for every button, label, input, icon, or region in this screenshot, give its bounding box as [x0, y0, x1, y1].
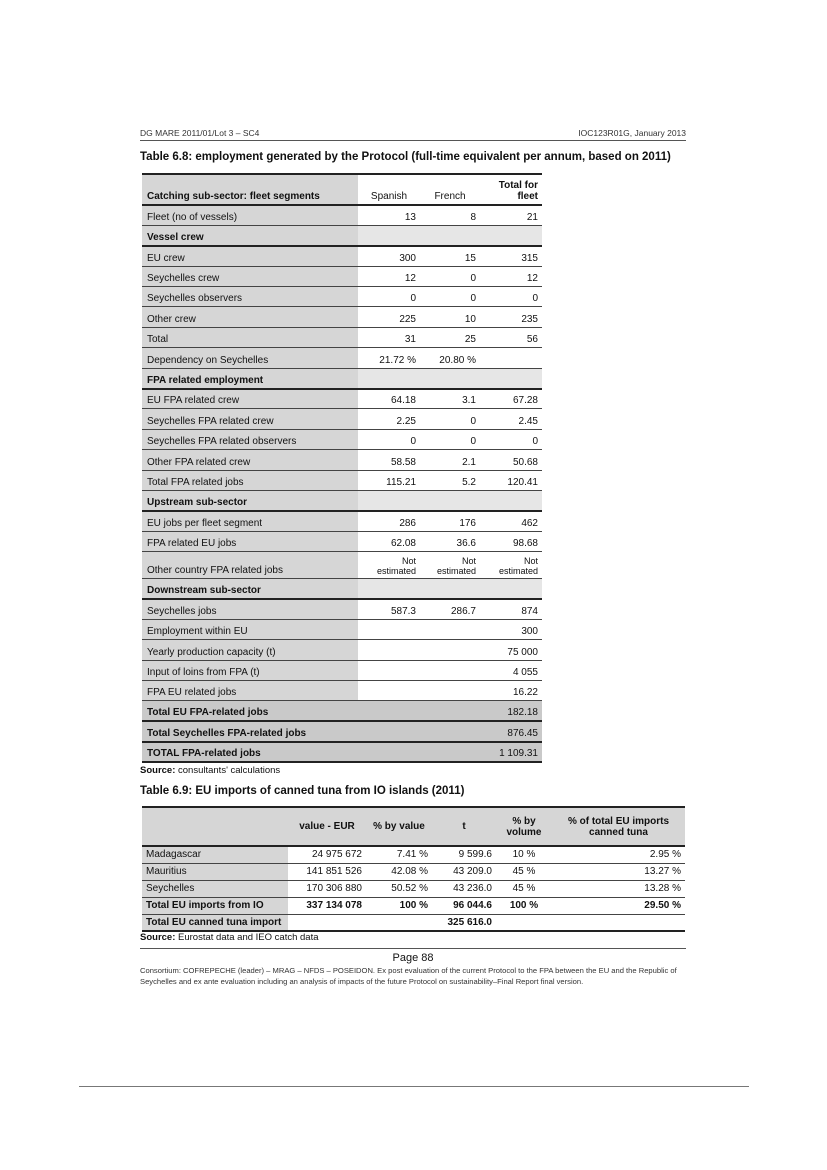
cell-french: 176: [420, 511, 480, 531]
table-row: [142, 552, 542, 579]
cell-spanish: 0: [358, 429, 420, 449]
cell-pct-value: 100 %: [366, 897, 432, 914]
table-row: [142, 389, 542, 409]
page-number: Page 88: [392, 952, 434, 964]
cell-spanish: 13: [358, 205, 420, 225]
cell-french: 8: [420, 205, 480, 225]
table-row: [142, 880, 685, 897]
cell-total: 75 000: [480, 640, 542, 660]
cell-total: 462: [480, 511, 542, 531]
table-row: [142, 327, 542, 347]
row-label: Seychelles FPA related crew: [142, 409, 358, 429]
cell-french: 0: [420, 266, 480, 286]
cell-total: 98.68: [480, 531, 542, 551]
section-heading-row: [142, 225, 542, 245]
table-row: [142, 348, 542, 368]
cell-spanish: 58.58: [358, 450, 420, 470]
section-heading-row: [142, 368, 542, 388]
cell-spanish: 62.08: [358, 531, 420, 551]
total-filler: [358, 742, 480, 762]
section-filler: [358, 368, 542, 388]
section-filler: [358, 579, 542, 599]
row-label: Seychelles FPA related observers: [142, 429, 358, 449]
cell-value: 337 134 078: [288, 897, 366, 914]
cell-french: 20.80 %: [420, 348, 480, 368]
cell-french: 36.6: [420, 531, 480, 551]
table-row: [142, 511, 542, 531]
header-segment: Catching sub-sector: fleet segments: [142, 174, 358, 205]
cell-tonnes: 96 044.6: [432, 897, 496, 914]
total-filler: [358, 701, 480, 721]
row-label: Yearly production capacity (t): [142, 640, 358, 660]
table-row: [142, 470, 542, 490]
cell-spanish: 64.18: [358, 389, 420, 409]
cell-spanish: 31: [358, 327, 420, 347]
cell-empty: [552, 914, 685, 931]
header-pct-total: % of total EU imports canned tuna: [552, 807, 685, 846]
row-label: EU FPA related crew: [142, 389, 358, 409]
cell-empty: [288, 914, 366, 931]
table-row: [142, 863, 685, 880]
header-french: French: [420, 174, 480, 205]
table-row: [142, 266, 542, 286]
cell-pct-volume: 10 %: [496, 846, 552, 863]
table-row: [142, 846, 685, 863]
footer-text: Consortium: COFREPECHE (leader) – MRAG – NFDS – POSEIDON. Ex post evaluation of the current Protocol to the FPA between the EU and the Republic of Seychelles and ex ante evaluation including an analysis of impacts of the future Protocol on sustainability–Final Report final version.: [140, 966, 677, 986]
cell-total: 315: [480, 246, 542, 266]
cell-total: 2.45: [480, 409, 542, 429]
row-label: Madagascar: [142, 846, 288, 863]
cell-pct-value: 42.08 %: [366, 863, 432, 880]
row-label: Fleet (no of vessels): [142, 205, 358, 225]
section-heading: Downstream sub-sector: [142, 579, 358, 599]
total-row: [142, 742, 542, 762]
row-label: Seychelles jobs: [142, 599, 358, 619]
table-6-8-title: Table 6.8: employment generated by the Protocol (full-time equivalent per annum, based on 2011): [140, 151, 671, 163]
cell-tonnes: 43 209.0: [432, 863, 496, 880]
cell-empty: [366, 914, 432, 931]
header-total: [480, 174, 542, 205]
table-row: [142, 640, 542, 660]
cell-french: 15: [420, 246, 480, 266]
header-pct-value: % by value: [366, 807, 432, 846]
total-label: Total Seychelles FPA-related jobs: [142, 721, 358, 741]
cell-pct-value: 50.52 %: [366, 880, 432, 897]
source-label: Source:: [140, 765, 176, 776]
cell-french: 0: [420, 287, 480, 307]
cell-total: 67.28: [480, 389, 542, 409]
page-bottom-divider: [79, 1086, 749, 1087]
cell-total: 0: [480, 429, 542, 449]
table-row: [142, 205, 542, 225]
table-row: [142, 531, 542, 551]
cell-pct-value: 7.41 %: [366, 846, 432, 863]
row-label: Total FPA related jobs: [142, 470, 358, 490]
page-header: [140, 127, 686, 141]
imports-table: [142, 806, 685, 932]
cell-total: 874: [480, 599, 542, 619]
cell-french: 5.2: [420, 470, 480, 490]
row-label: EU crew: [142, 246, 358, 266]
cell-total: 0: [480, 287, 542, 307]
cell-pct-volume: 45 %: [496, 880, 552, 897]
total-row: [142, 701, 542, 721]
row-label: Dependency on Seychelles: [142, 348, 358, 368]
row-label: Seychelles: [142, 880, 288, 897]
table-header-row: [142, 807, 685, 846]
cell-total: Not estimated: [498, 556, 538, 577]
total-label: TOTAL FPA-related jobs: [142, 742, 358, 762]
cell-french: Not estimated: [436, 556, 476, 577]
employment-table: [142, 173, 542, 763]
total-value: 1 109.31: [480, 742, 542, 762]
cell-total: 300: [480, 619, 542, 639]
section-filler: [358, 225, 542, 245]
cell-total: [480, 348, 542, 368]
cell-french: 3.1: [420, 389, 480, 409]
section-heading-row: [142, 490, 542, 510]
cell-pct-total: 2.95 %: [552, 846, 685, 863]
header-right: IOC123R01G, January 2013: [578, 128, 686, 138]
table-row: [142, 681, 542, 701]
cell-pct-total: 29.50 %: [552, 897, 685, 914]
cell-empty: [358, 660, 480, 680]
cell-french: 0: [420, 409, 480, 429]
table-row: [142, 307, 542, 327]
cell-spanish: Not estimated: [376, 556, 416, 577]
cell-tonnes: 325 616.0: [432, 914, 496, 931]
cell-total: 16.22: [480, 681, 542, 701]
source-text: Eurostat data and IEO catch data: [175, 932, 319, 943]
table-6-8-source: [140, 765, 280, 776]
cell-pct-total: 13.28 %: [552, 880, 685, 897]
header-country: [142, 807, 288, 846]
row-label: Input of loins from FPA (t): [142, 660, 358, 680]
header-left: DG MARE 2011/01/Lot 3 – SC4: [140, 128, 260, 138]
section-filler: [358, 490, 542, 510]
header-value-eur: value - EUR: [288, 807, 366, 846]
cell-tonnes: 9 599.6: [432, 846, 496, 863]
row-label: FPA related EU jobs: [142, 531, 358, 551]
table-row: [142, 409, 542, 429]
row-label: Other crew: [142, 307, 358, 327]
table-row: [142, 599, 542, 619]
cell-spanish: 12: [358, 266, 420, 286]
cell-french: 0: [420, 429, 480, 449]
row-label: Mauritius: [142, 863, 288, 880]
cell-french: 2.1: [420, 450, 480, 470]
header-spanish: Spanish: [358, 174, 420, 205]
header-tonnes: t: [432, 807, 496, 846]
row-label: Other FPA related crew: [142, 450, 358, 470]
row-label: Total EU imports from IO: [142, 897, 288, 914]
section-heading: FPA related employment: [142, 368, 358, 388]
source-text: consultants' calculations: [175, 765, 281, 776]
cell-value: 170 306 880: [288, 880, 366, 897]
header-pct-volume: % by volume: [496, 807, 552, 846]
cell-french: 10: [420, 307, 480, 327]
cell-tonnes: 43 236.0: [432, 880, 496, 897]
table-row: [142, 619, 542, 639]
row-label: EU jobs per fleet segment: [142, 511, 358, 531]
row-label: Seychelles crew: [142, 266, 358, 286]
cell-spanish: 300: [358, 246, 420, 266]
cell-pct-total: 13.27 %: [552, 863, 685, 880]
table-row: [142, 246, 542, 266]
row-label: Total EU canned tuna import: [142, 914, 288, 931]
cell-french: 286.7: [420, 599, 480, 619]
cell-empty: [496, 914, 552, 931]
cell-total: 21: [480, 205, 542, 225]
cell-value: 141 851 526: [288, 863, 366, 880]
cell-pct-volume: 45 %: [496, 863, 552, 880]
cell-empty: [358, 681, 480, 701]
total-row: [142, 914, 685, 931]
cell-spanish: 115.21: [358, 470, 420, 490]
cell-total: 120.41: [480, 470, 542, 490]
section-heading: Upstream sub-sector: [142, 490, 358, 510]
cell-french: 25: [420, 327, 480, 347]
table-row: [142, 660, 542, 680]
table-row: [142, 287, 542, 307]
source-label: Source:: [140, 932, 176, 943]
cell-spanish: 587.3: [358, 599, 420, 619]
table-6-9-title: Table 6.9: EU imports of canned tuna from IO islands (2011): [140, 785, 465, 797]
total-value: 182.18: [480, 701, 542, 721]
row-label: Other country FPA related jobs: [142, 552, 358, 579]
total-row: [142, 721, 542, 741]
section-heading: Vessel crew: [142, 225, 358, 245]
cell-total: 12: [480, 266, 542, 286]
row-label: Employment within EU: [142, 619, 358, 639]
table-header-row: [142, 174, 542, 205]
cell-total: 50.68: [480, 450, 542, 470]
cell-value: 24 975 672: [288, 846, 366, 863]
table-6-9-source: [140, 932, 319, 943]
table-row: [142, 450, 542, 470]
row-label: FPA EU related jobs: [142, 681, 358, 701]
cell-pct-volume: 100 %: [496, 897, 552, 914]
cell-total: 235: [480, 307, 542, 327]
cell-empty: [358, 640, 480, 660]
section-heading-row: [142, 579, 542, 599]
cell-spanish: 2.25: [358, 409, 420, 429]
total-label: Total EU FPA-related jobs: [142, 701, 358, 721]
row-label: Seychelles observers: [142, 287, 358, 307]
row-label: Total: [142, 327, 358, 347]
cell-spanish: 286: [358, 511, 420, 531]
cell-spanish: 225: [358, 307, 420, 327]
header-total-label: Total for fleet: [498, 180, 538, 202]
footer-divider: [140, 948, 686, 949]
total-filler: [358, 721, 480, 741]
total-row: [142, 897, 685, 914]
cell-total: 56: [480, 327, 542, 347]
cell-empty: [358, 619, 480, 639]
cell-spanish: 21.72 %: [358, 348, 420, 368]
total-value: 876.45: [480, 721, 542, 741]
cell-total: 4 055: [480, 660, 542, 680]
table-row: [142, 429, 542, 449]
cell-spanish: 0: [358, 287, 420, 307]
